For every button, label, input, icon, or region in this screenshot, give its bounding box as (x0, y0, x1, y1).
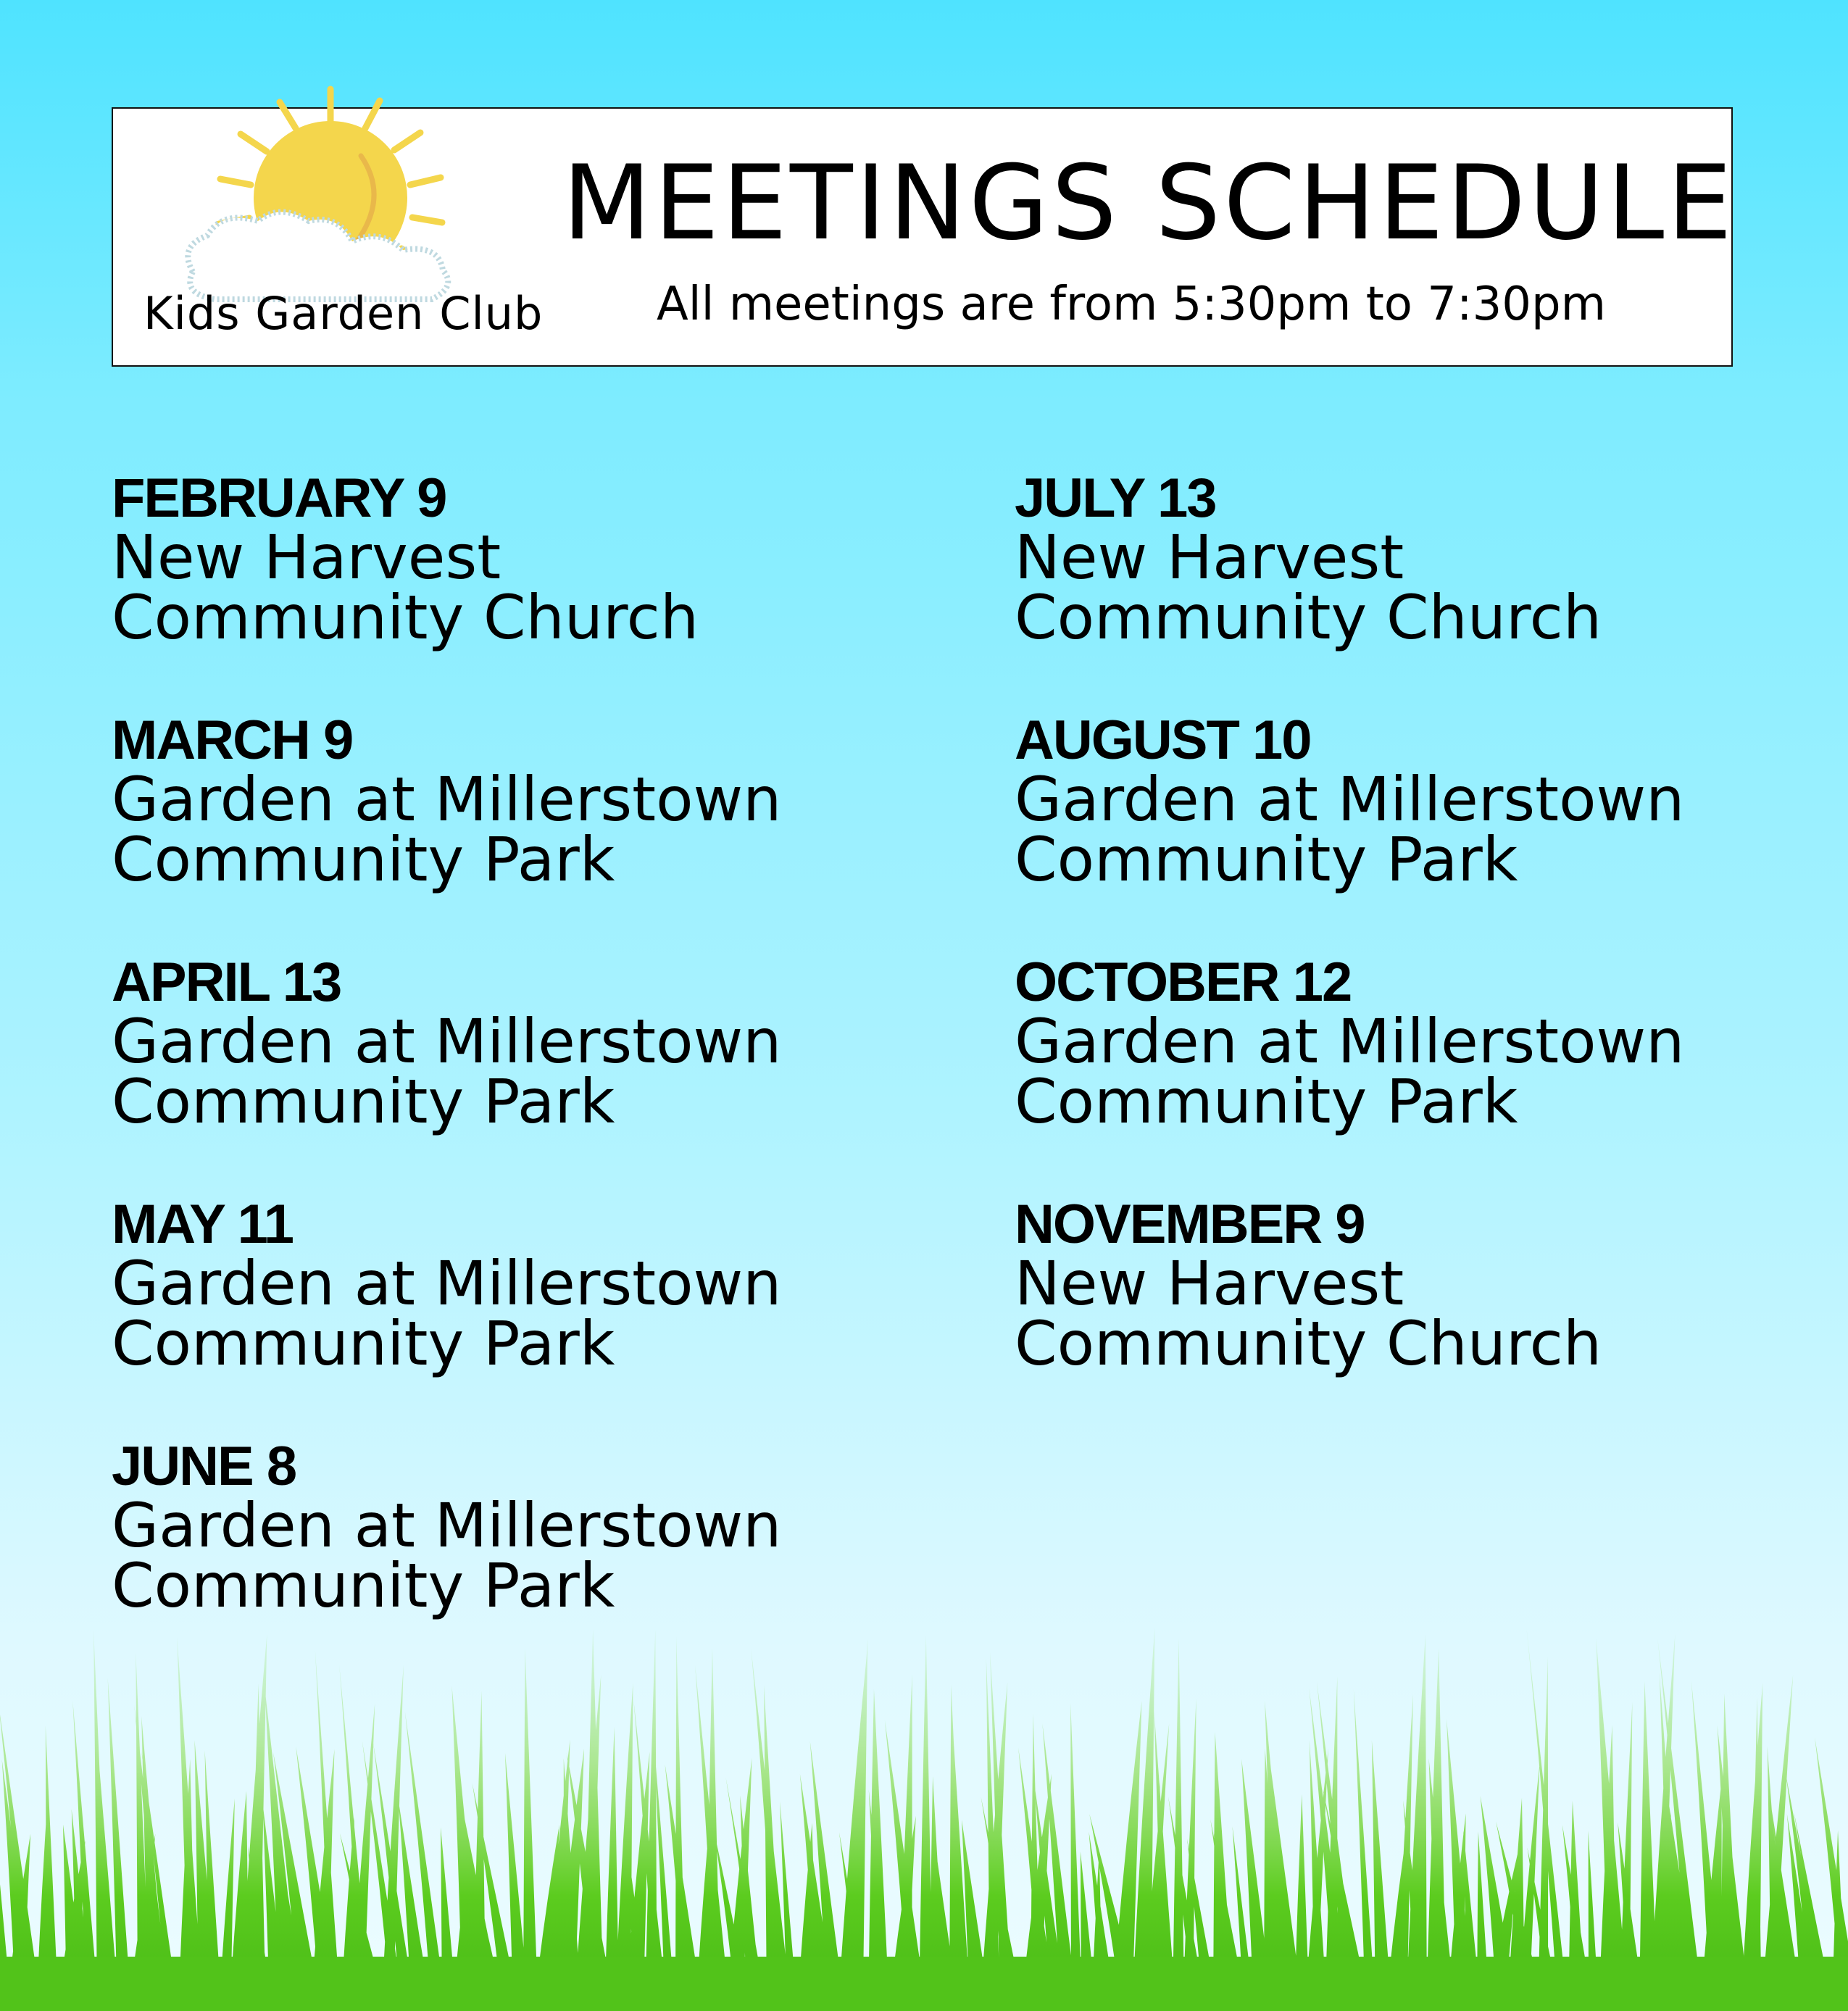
meeting-location-line1: Garden at Millerstown (112, 764, 782, 835)
meeting-location-line2: Community Church (1015, 1308, 1602, 1379)
meeting-location-line1: Garden at Millerstown (1015, 764, 1685, 835)
meeting-location-line2: Community Park (112, 824, 615, 895)
meeting-location-line2: Community Park (1015, 1066, 1518, 1137)
grass-decoration (0, 1616, 1848, 2011)
meeting-date: MARCH 9 (112, 709, 353, 771)
meeting-date: NOVEMBER 9 (1015, 1194, 1365, 1255)
meeting-location-line1: Garden at Millerstown (112, 1490, 782, 1561)
meeting-location-line1: Garden at Millerstown (112, 1248, 782, 1319)
meeting-entry (112, 709, 945, 954)
meeting-time-subtitle: All meetings are from 5:30pm to 7:30pm (657, 278, 1606, 331)
meeting-location-line2: Community Park (1015, 824, 1518, 895)
meeting-date: MAY 11 (112, 1194, 293, 1255)
meeting-entry (112, 954, 945, 1196)
meeting-location-line1: New Harvest (1015, 1248, 1404, 1319)
page-title: MEETINGS SCHEDULE (562, 143, 1736, 263)
meeting-entry (1015, 954, 1848, 1196)
meeting-location-line1: Garden at Millerstown (1015, 1006, 1685, 1077)
meeting-entry (1015, 709, 1848, 954)
meetings-right-column (1015, 467, 1848, 1438)
meeting-entry (1015, 1196, 1848, 1438)
meeting-location-line2: Community Church (1015, 582, 1602, 653)
meeting-date: JUNE 8 (112, 1436, 296, 1497)
meeting-entry (112, 1196, 945, 1438)
meeting-date: AUGUST 10 (1015, 709, 1311, 771)
meeting-location-line2: Community Park (112, 1550, 615, 1621)
club-name: Kids Garden Club (143, 287, 544, 340)
meeting-date: FEBRUARY 9 (112, 467, 446, 529)
meeting-location-line1: New Harvest (1015, 522, 1404, 593)
meeting-date: OCTOBER 12 (1015, 952, 1352, 1013)
meeting-location-line2: Community Church (112, 582, 699, 653)
meeting-entry (112, 467, 945, 712)
meetings-left-column (112, 467, 945, 1680)
header-banner (112, 107, 1736, 367)
meeting-date: APRIL 13 (112, 952, 341, 1013)
meeting-entry (1015, 467, 1848, 712)
meeting-location-line1: New Harvest (112, 522, 501, 593)
meeting-date: JULY 13 (1015, 467, 1216, 529)
meeting-location-line2: Community Park (112, 1308, 615, 1379)
meeting-location-line1: Garden at Millerstown (112, 1006, 782, 1077)
meeting-location-line2: Community Park (112, 1066, 615, 1137)
